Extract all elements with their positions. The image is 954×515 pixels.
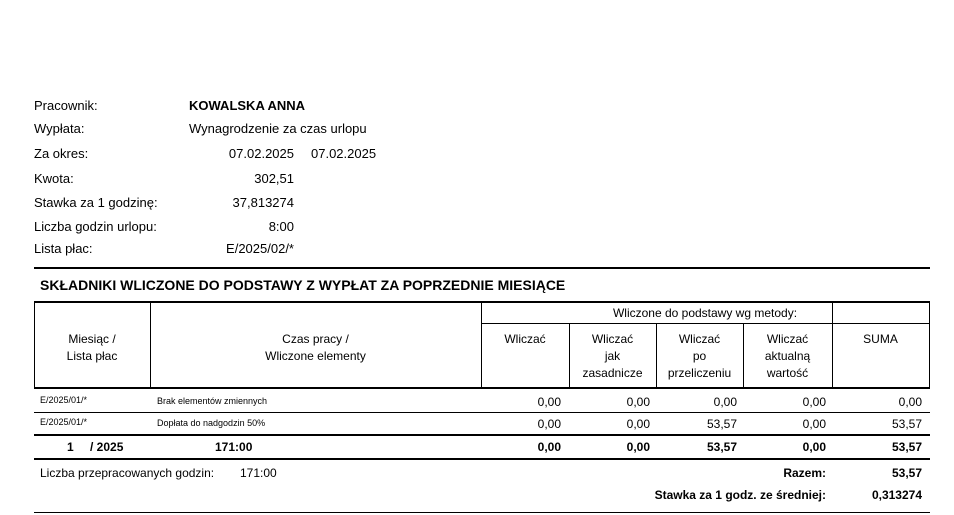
payroll-value: E/2025/02/*	[226, 241, 294, 256]
payout-value: Wynagrodzenie za czas urlopu	[189, 121, 367, 136]
col-current-header: Wliczać aktualną wartość	[764, 332, 811, 380]
bottom-rule	[34, 512, 930, 513]
period-from: 07.02.2025	[228, 146, 294, 161]
summary-as-rules: 0,00	[626, 440, 650, 454]
row-element: Brak elementów zmiennych	[157, 396, 268, 406]
row-include: 0,00	[537, 417, 561, 431]
employee-value: KOWALSKA ANNA	[189, 98, 306, 113]
payroll-label: Lista płac:	[34, 241, 93, 256]
total-value: 53,57	[891, 466, 922, 480]
row-element: Dopłata do nadgodzin 50%	[157, 418, 266, 428]
summary-include: 0,00	[537, 440, 561, 454]
row-recalc: 53,57	[706, 417, 737, 431]
col-sum-header: SUMA	[863, 332, 898, 346]
col-work-header: Czas pracy / Wliczone elementy	[265, 332, 366, 363]
amount-value: 302,51	[254, 171, 294, 186]
worked-hours-value: 171:00	[240, 466, 277, 480]
summary-recalc: 53,57	[706, 440, 737, 454]
row-sum: 53,57	[891, 417, 922, 431]
payout-label: Wypłata:	[34, 121, 85, 136]
group-header: Wliczone do podstawy wg metody:	[612, 306, 798, 320]
worked-hours-label: Liczba przepracowanych godzin:	[40, 466, 215, 480]
col-include-header: Wliczać	[504, 332, 546, 346]
rate-label: Stawka za 1 godzinę:	[34, 195, 158, 210]
row-as-rules: 0,00	[626, 417, 650, 431]
summary-current: 0,00	[802, 440, 826, 454]
section-title: SKŁADNIKI WLICZONE DO PODSTAWY Z WYPŁAT ZA POPRZEDNIE MIESIĄCE	[40, 277, 566, 293]
summary-sum: 53,57	[891, 440, 922, 454]
avg-rate-value: 0,313274	[871, 488, 922, 502]
rate-value: 37,813274	[232, 195, 294, 210]
row-current: 0,00	[802, 417, 826, 431]
col-as-rules-header: Wliczać jak zasadnicze	[582, 332, 643, 380]
col-month-header: Miesiąc / Lista płac	[66, 332, 118, 363]
employee-label: Pracownik:	[34, 98, 98, 113]
row-current: 0,00	[802, 395, 826, 409]
period-label: Za okres:	[34, 146, 89, 161]
amount-label: Kwota:	[34, 171, 74, 186]
section-top-rule	[34, 267, 930, 269]
avg-rate-label: Stawka za 1 godz. ze średniej:	[654, 488, 826, 502]
row-include: 0,00	[537, 395, 561, 409]
row-recalc: 0,00	[713, 395, 737, 409]
row-sum: 0,00	[898, 395, 922, 409]
row-as-rules: 0,00	[626, 395, 650, 409]
row-list: E/2025/01/*	[40, 417, 88, 427]
summary-year: / 2025	[90, 440, 124, 454]
hours-label: Liczba godzin urlopu:	[34, 219, 157, 234]
row-list: E/2025/01/*	[40, 395, 88, 405]
hours-value: 8:00	[268, 219, 294, 234]
period-to: 07.02.2025	[311, 146, 377, 161]
summary-hours: 171:00	[215, 440, 253, 454]
col-recalc-header: Wliczać po przeliczeniu	[667, 332, 732, 380]
total-label: Razem:	[783, 466, 826, 480]
summary-month: 1	[67, 440, 74, 454]
